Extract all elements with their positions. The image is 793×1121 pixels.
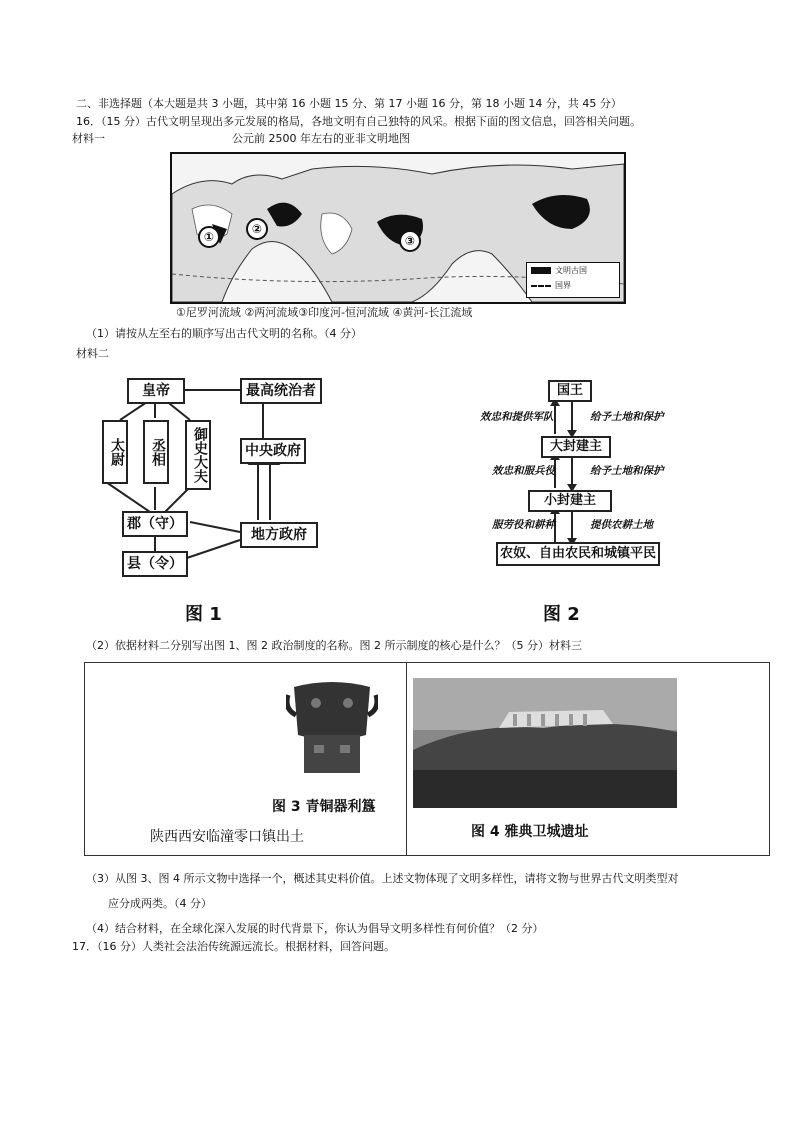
bronze-gui-image [286, 673, 378, 777]
fig1-taiwei: 太尉 [102, 420, 128, 484]
fig2-labor-farming: 服劳役和耕种 [492, 519, 555, 531]
fig1-supreme-ruler: 最高统治者 [240, 378, 322, 404]
fig1-chengxiang: 丞相 [143, 420, 169, 484]
fig1-local-government: 地方政府 [240, 522, 318, 548]
fig2-great-lord: 大封建主 [541, 436, 611, 458]
fig3-caption: 图 3 青铜器利簋 [272, 799, 376, 815]
legend-border: 国界 [555, 281, 571, 290]
fig2-land-protection-1: 给予土地和保护 [590, 411, 664, 423]
fig2-land-protection-2: 给予土地和保护 [590, 465, 664, 477]
marker-2: ② [246, 218, 268, 240]
material-2-label: 材料二 [76, 347, 109, 360]
athens-acropolis-image [413, 678, 677, 808]
map-title: 公元前 2500 年左右的亚非文明地图 [232, 132, 410, 145]
fig2-farmland: 提供农耕土地 [590, 519, 653, 531]
marker-3: ③ [399, 230, 421, 252]
sub-question-1: （1）请按从左至右的顺序写出古代文明的名称。（4 分） [86, 327, 362, 340]
material-3-divider [406, 662, 407, 856]
asia-africa-civilization-map [170, 152, 626, 304]
fig3-origin: 陕西西安临潼零口镇出土 [150, 829, 304, 845]
fig1-central-government: 中央政府 [240, 438, 306, 464]
question-16-intro: 16．（15 分）古代文明呈现出多元发展的格局，各地文明有自己独特的风采。根据下面的图文信息，回答相关问题。 [76, 115, 641, 128]
fig2-loyalty-service: 效忠和服兵役 [492, 465, 555, 477]
sub-question-4: （4）结合材料，在全球化深入发展的时代背景下，你认为倡导文明多样性有何价值？（2 分） [86, 922, 544, 935]
legend-line-swatch [531, 285, 551, 287]
section-title: 二、非选择题（本大题是共 3 小题，其中第 16 小题 15 分、第 17 小题 16 分，第 18 小题 14 分，共 45 分） [76, 97, 622, 110]
sub-question-3-line-2: 应分成两类。（4 分） [108, 897, 212, 910]
fig2-loyalty-army: 效忠和提供军队 [480, 411, 554, 423]
fig4-caption: 图 4 雅典卫城遗址 [471, 824, 589, 840]
fig1-jun: 郡（守） [122, 511, 188, 537]
figure-2-label: 图 2 [543, 604, 580, 625]
question-17-intro: 17．（16 分）人类社会法治传统源远流长。根据材料，回答问题。 [72, 940, 395, 953]
sub-question-2: （2）依据材料二分别写出图 1、图 2 政治制度的名称。图 2 所示制度的核心是什么？（5 分）材料三 [86, 639, 582, 652]
sub-question-3-line-1: （3）从图 3、图 4 所示文物中选择一个，概述其史料价值。上述文物体现了文明多样性，请将文物与世界古代文明类型对 [86, 872, 679, 885]
map-caption: ①尼罗河流域 ②两河流域③印度河-恒河流域 ④黄河-长江流域 [176, 306, 473, 319]
fig2-king: 国王 [548, 380, 592, 402]
legend-fill-swatch [531, 267, 551, 274]
fig1-emperor: 皇帝 [127, 378, 185, 404]
material-1-label: 材料一 [72, 132, 105, 145]
figure-1-label: 图 1 [185, 604, 222, 625]
fig1-xian: 县（令） [122, 551, 188, 577]
legend-civilization: 文明古国 [555, 266, 587, 275]
marker-1: ① [198, 226, 220, 248]
fig2-peasants: 农奴、自由农民和城镇平民 [496, 542, 660, 566]
map-legend [526, 262, 620, 298]
fig1-yushi-dafu: 御史大夫 [185, 420, 211, 490]
fig2-small-lord: 小封建主 [528, 490, 612, 512]
